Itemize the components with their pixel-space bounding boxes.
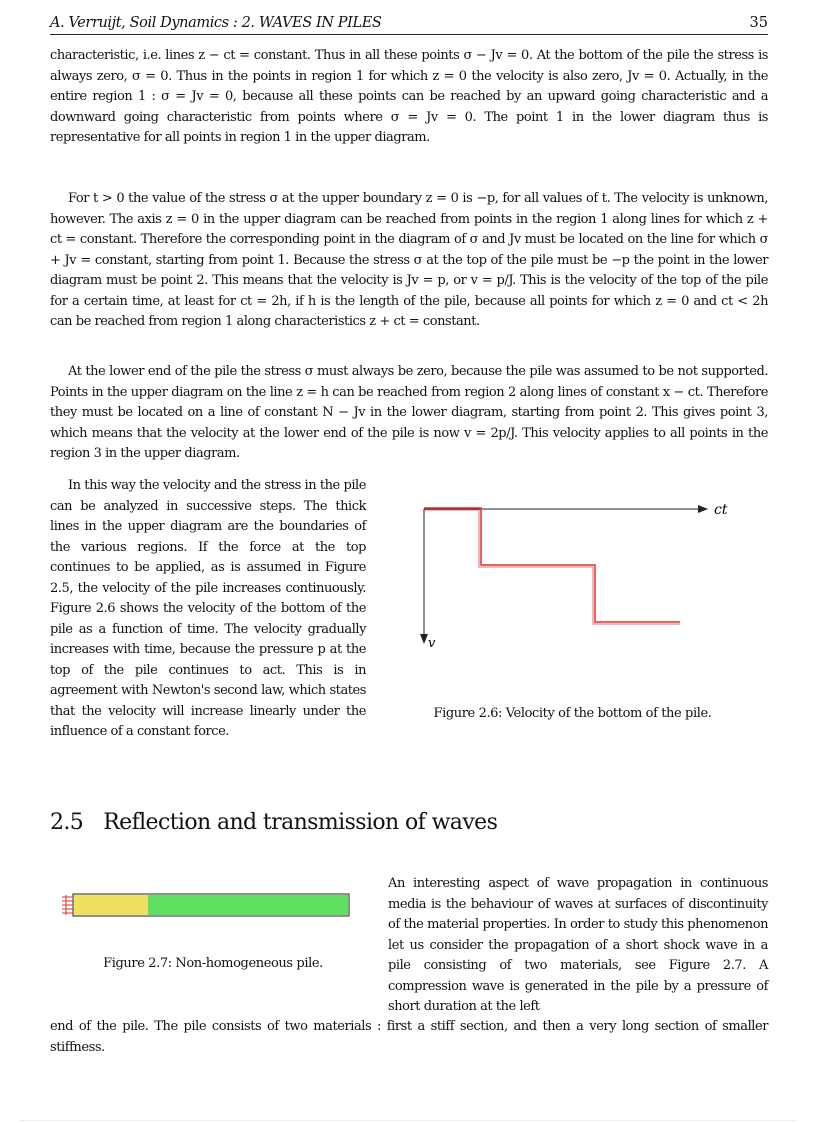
paragraph-3: At the lower end of the pile the stress σ must always be zero, because the pile was assumed to be not supported. Points in the upper diagram on the line z = h can be reached from region 2 along lines of constant x − ct. Therefore they must be located on a line of constant N − Jv in the lower diagram, starting from point 2. This gives point 3, which means that the velocity at the lower end of the pile is now v = 2p/J. This velocity applies to all points in the region 3 in the upper diagram.: [50, 364, 768, 461]
v-axis-label: v: [428, 636, 436, 651]
section-title: Reflection and transmission of waves: [103, 810, 498, 835]
section-number: 2.5: [50, 810, 84, 835]
ct-axis-label: ct: [714, 502, 728, 518]
pile-diagram: [58, 890, 358, 924]
paragraph-1: characteristic, i.e. lines z − ct = constant. Thus in all these points σ − Jv = 0. At the bottom of the pile the stress is always zero, σ = 0. Thus in the points in region 1 for which z = 0 the velocity is also zero, Jv = 0. Actually, in the entire region 1 : σ = Jv = 0, because all these points can be reached by an upward going characteristic and a downward going characteristic from points where σ = Jv = 0. The point 1 in the lower diagram thus is representative for all points in region 1 in the upper diagram.: [50, 48, 768, 145]
velocity-step-line-shadow: [424, 510, 680, 624]
page-number: 35: [749, 15, 768, 31]
paragraph-4: In this way the velocity and the stress in the pile can be analyzed in successive steps. The thick lines in the upper diagram are the boundaries of the various regions. If the force at the top continues to be applied, as is assumed in Figure 2.5, the velocity of the pile increases continuously. Figure 2.6 shows the velocity of the bottom of the pile as a function of time. The velocity gradually increases with time, because the pressure p at the top of the pile continues to act. This is in agreement with Newton's second law, which states that the velocity will increase linearly under the influence of a constant force.: [50, 478, 366, 739]
figure-2-7-caption: Figure 2.7: Non-homogeneous pile.: [103, 956, 323, 971]
paragraph-2: For t > 0 the value of the stress σ at the upper boundary z = 0 is −p, for all values of t. The velocity is unknown, however. The axis z = 0 in the upper diagram can be reached from points in the region 1 along lines for which z + ct = constant. Therefore the corresponding point in the diagram of σ and Jv must be located on the line for which σ + Jv = constant, starting from point 1. Because the stress σ at the top of the pile must be −p the point in the lower diagram must be point 2. This means that the velocity is Jv = p, or v = p/J. This is the velocity of the top of the pile for a certain time, at least for ct = 2h, if h is the length of the pile, because all points for which z = 0 and ct < 2h can be reached from region 1 along characteristics z + ct = constant.: [50, 191, 768, 329]
paragraph-6: end of the pile. The pile consists of two materials : first a stiff section, and then a very long section of smaller stiffness.: [50, 1019, 768, 1055]
section-heading: [50, 810, 497, 835]
pressure-load-icon: [62, 895, 73, 915]
running-title: A. Verruijt, Soil Dynamics : 2. WAVES IN PILES: [50, 15, 382, 31]
paragraph-5: An interesting aspect of wave propagation in continuous media is the behaviour of waves at surfaces of discontinuity of the material properties. In order to study this phenomenon let us consider the propagation of a short shock wave in a pile consisting of two materials, see Figure 2.7. A compression wave is generated in the pile by a pressure of short duration at the left: [388, 876, 768, 1014]
figure-2-6: [410, 495, 740, 665]
stiff-section: [74, 895, 148, 915]
figure-2-6-caption: Figure 2.6: Velocity of the bottom of the pile.: [433, 706, 712, 721]
velocity-step-line: [424, 508, 680, 622]
v-axis-arrow-icon: [420, 634, 428, 644]
ct-axis-arrow-icon: [698, 505, 708, 513]
page-header: [50, 14, 768, 35]
velocity-diagram: [410, 495, 740, 665]
footer-divider: [20, 1120, 796, 1121]
soft-section: [148, 895, 348, 915]
figure-2-7: [58, 890, 358, 924]
